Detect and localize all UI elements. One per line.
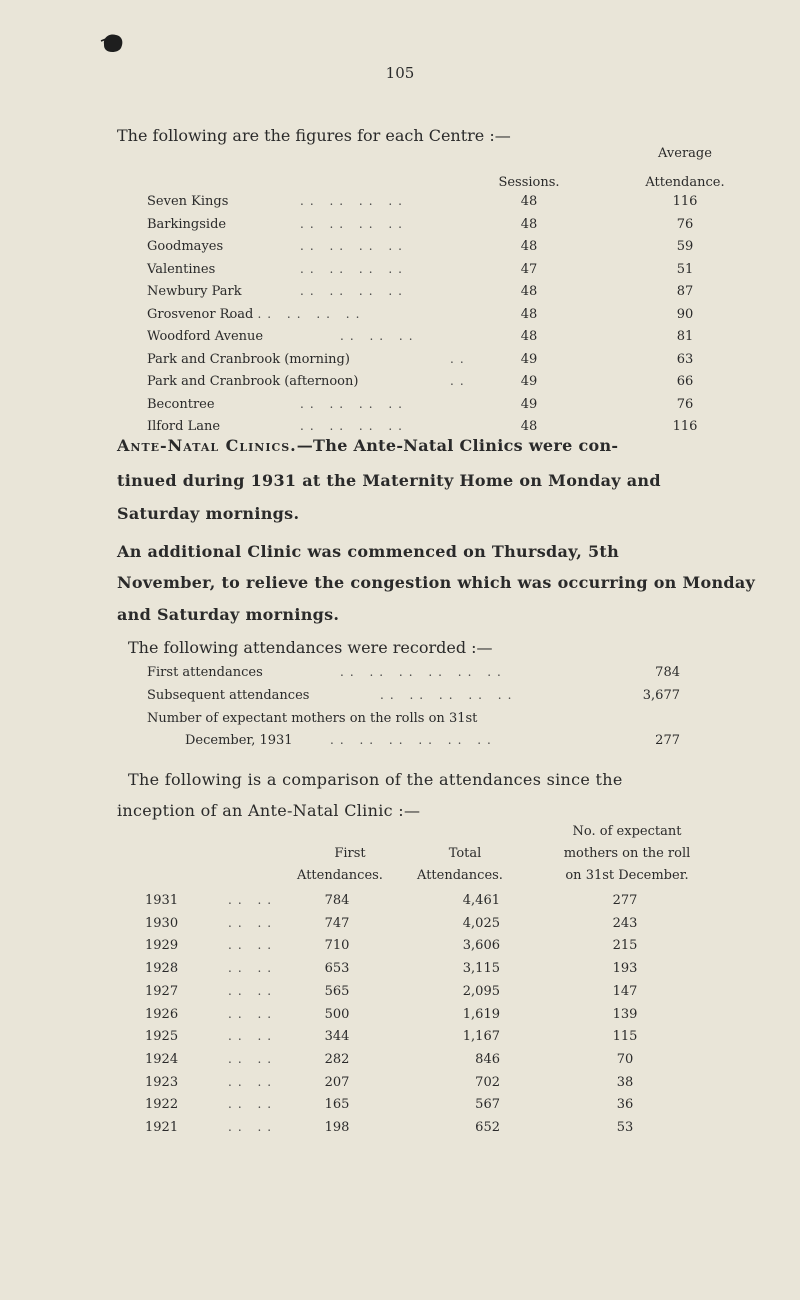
mothers-header-line2: mothers on the roll <box>563 846 691 861</box>
centre-sessions: 48 <box>520 239 538 254</box>
leader-dots: .. .. .. <box>340 329 419 343</box>
comparison-total: 2,095 <box>462 984 500 999</box>
centre-name: Barkingside <box>147 217 227 232</box>
comparison-first: 710 <box>324 938 350 953</box>
leader-dots: .. .. <box>228 1075 278 1089</box>
comparison-total: 3,606 <box>462 938 500 953</box>
comparison-year: 1928 <box>145 961 179 976</box>
comparison-mothers: 139 <box>612 1007 638 1022</box>
comparison-total: 567 <box>475 1097 500 1112</box>
comparison-mothers: 53 <box>616 1120 634 1135</box>
leader-dots: .. .. .. .. <box>300 419 408 433</box>
centre-sessions: 49 <box>520 352 538 367</box>
centre-sessions: 47 <box>520 262 538 277</box>
centre-average: 66 <box>676 374 694 389</box>
comparison-mothers: 193 <box>612 961 638 976</box>
expectant-line1: Number of expectant mothers on the rolls on 31st <box>147 711 478 726</box>
comparison-first: 344 <box>324 1029 350 1044</box>
leader-dots: .. <box>450 374 470 388</box>
leader-dots: .. .. .. .. <box>300 262 408 276</box>
comparison-first: 282 <box>324 1052 350 1067</box>
leader-dots: .. .. <box>228 938 278 952</box>
comparison-mothers: 70 <box>616 1052 634 1067</box>
comparison-year: 1931 <box>145 893 179 908</box>
comparison-first: 565 <box>324 984 350 999</box>
centre-average: 59 <box>676 239 694 254</box>
comparison-mothers: 38 <box>616 1075 634 1090</box>
total-header-line2: Attendances. <box>417 868 503 883</box>
centre-sessions: 49 <box>520 397 538 412</box>
comparison-year: 1923 <box>145 1075 179 1090</box>
centre-average: 63 <box>676 352 694 367</box>
attendance-label: First attendances <box>147 665 263 680</box>
centre-average: 87 <box>676 284 694 299</box>
comparison-line1: The following is a comparison of the attendances since the <box>128 770 623 789</box>
centre-average: 90 <box>676 307 694 322</box>
comparison-first: 653 <box>324 961 350 976</box>
centre-name: Woodford Avenue <box>147 329 264 344</box>
centre-average: 51 <box>676 262 694 277</box>
comparison-first: 784 <box>324 893 350 908</box>
comparison-mothers: 243 <box>612 916 638 931</box>
centre-sessions: 48 <box>520 217 538 232</box>
centre-sessions: 48 <box>520 194 538 209</box>
mothers-header-line1: No. of expectant <box>572 824 682 839</box>
ink-blot-icon <box>100 32 126 54</box>
centre-name: Valentines <box>147 262 216 277</box>
centre-average: 81 <box>676 329 694 344</box>
comparison-mothers: 215 <box>612 938 638 953</box>
average-header-line2: Attendance. <box>645 175 725 190</box>
leader-dots: .. .. .. .. <box>300 239 408 253</box>
first-header-line1: First <box>334 846 366 861</box>
comparison-total: 3,115 <box>462 961 500 976</box>
comparison-line2: inception of an Ante-Natal Clinic :— <box>117 801 421 820</box>
centre-name: Newbury Park <box>147 284 242 299</box>
centre-name: Becontree <box>147 397 215 412</box>
attendances-intro: The following attendances were recorded :— <box>128 638 493 657</box>
leader-dots: .. <box>450 352 470 366</box>
antenatal-para1-line1: Ante-Natal Clinics.—The Ante-Natal Clinics were con- <box>117 436 619 455</box>
leader-dots: .. .. <box>228 1052 278 1066</box>
page-number: 105 <box>385 64 415 82</box>
comparison-first: 500 <box>324 1007 350 1022</box>
comparison-total: 652 <box>475 1120 500 1135</box>
attendance-value: 784 <box>655 665 680 680</box>
first-header-line2: Attendances. <box>297 868 383 883</box>
leader-dots: .. .. <box>228 1097 278 1111</box>
comparison-year: 1930 <box>145 916 179 931</box>
average-header-line1: Average <box>658 146 712 161</box>
centre-sessions: 48 <box>520 307 538 322</box>
comparison-year: 1922 <box>145 1097 179 1112</box>
comparison-year: 1927 <box>145 984 179 999</box>
comparison-mothers: 147 <box>612 984 638 999</box>
leader-dots: .. .. <box>228 961 278 975</box>
centre-sessions: 48 <box>520 419 538 434</box>
attendance-label: Subsequent attendances <box>147 688 310 703</box>
antenatal-para2-line1: An additional Clinic was commenced on Thursday, 5th <box>117 542 620 561</box>
leader-dots: .. .. <box>228 1120 278 1134</box>
centre-sessions: 48 <box>520 284 538 299</box>
comparison-first: 198 <box>324 1120 350 1135</box>
antenatal-para1-line3: Saturday mornings. <box>117 504 300 523</box>
comparison-total: 4,461 <box>462 893 500 908</box>
antenatal-para2-line3: and Saturday mornings. <box>117 605 340 624</box>
total-header-line1: Total <box>448 846 482 861</box>
antenatal-heading: Ante-Natal Clinics. <box>117 436 297 455</box>
mothers-header-line3: on 31st December. <box>565 868 689 883</box>
comparison-year: 1929 <box>145 938 179 953</box>
leader-dots: .. .. .. .. <box>300 284 408 298</box>
leader-dots: .. .. <box>228 1007 278 1021</box>
centre-sessions: 48 <box>520 329 538 344</box>
comparison-year: 1925 <box>145 1029 179 1044</box>
comparison-year: 1921 <box>145 1120 179 1135</box>
comparison-mothers: 36 <box>616 1097 634 1112</box>
centre-name: Park and Cranbrook (morning) <box>147 352 350 367</box>
centre-name: Grosvenor Road <box>147 307 254 322</box>
leader-dots: .. .. .. .. .. <box>380 688 518 702</box>
leader-dots: .. .. <box>228 984 278 998</box>
attendance-value: 3,677 <box>642 688 680 703</box>
centre-name: Ilford Lane <box>147 419 221 434</box>
centre-average: 116 <box>672 194 698 209</box>
leader-dots: .. .. <box>228 916 278 930</box>
centre-sessions: 49 <box>520 374 538 389</box>
comparison-total: 702 <box>475 1075 500 1090</box>
centre-average: 116 <box>672 419 698 434</box>
leader-dots: .. .. .. .. <box>300 194 408 208</box>
leader-dots: .. .. <box>228 893 278 907</box>
antenatal-para1-line2: tinued during 1931 at the Maternity Home on Monday and <box>117 471 661 490</box>
centre-name: Goodmayes <box>147 239 224 254</box>
sessions-header: Sessions. <box>498 175 560 190</box>
leader-dots: .. .. <box>228 1029 278 1043</box>
expectant-leader-dots: .. .. .. .. .. .. <box>330 733 497 747</box>
comparison-mothers: 115 <box>612 1029 638 1044</box>
antenatal-para2-line2: November, to relieve the congestion which was occurring on Monday <box>117 573 756 592</box>
comparison-year: 1924 <box>145 1052 179 1067</box>
comparison-mothers: 277 <box>612 893 638 908</box>
leader-dots: .. .. .. .. .. <box>228 307 366 321</box>
comparison-year: 1926 <box>145 1007 179 1022</box>
comparison-first: 207 <box>324 1075 350 1090</box>
centre-name: Seven Kings <box>147 194 229 209</box>
comparison-total: 1,167 <box>462 1029 500 1044</box>
leader-dots: .. .. .. .. <box>300 397 408 411</box>
centre-name: Park and Cranbrook (afternoon) <box>147 374 359 389</box>
comparison-total: 4,025 <box>462 916 500 931</box>
expectant-line2: December, 1931 <box>185 733 293 748</box>
leader-dots: .. .. .. .. .. .. <box>340 665 507 679</box>
expectant-value: 277 <box>655 733 680 748</box>
comparison-first: 747 <box>324 916 350 931</box>
centre-average: 76 <box>676 217 694 232</box>
intro-text: The following are the figures for each Centre :— <box>117 126 511 145</box>
comparison-first: 165 <box>324 1097 350 1112</box>
centre-average: 76 <box>676 397 694 412</box>
leader-dots: .. .. .. .. <box>300 217 408 231</box>
comparison-total: 846 <box>475 1052 500 1067</box>
comparison-total: 1,619 <box>462 1007 500 1022</box>
